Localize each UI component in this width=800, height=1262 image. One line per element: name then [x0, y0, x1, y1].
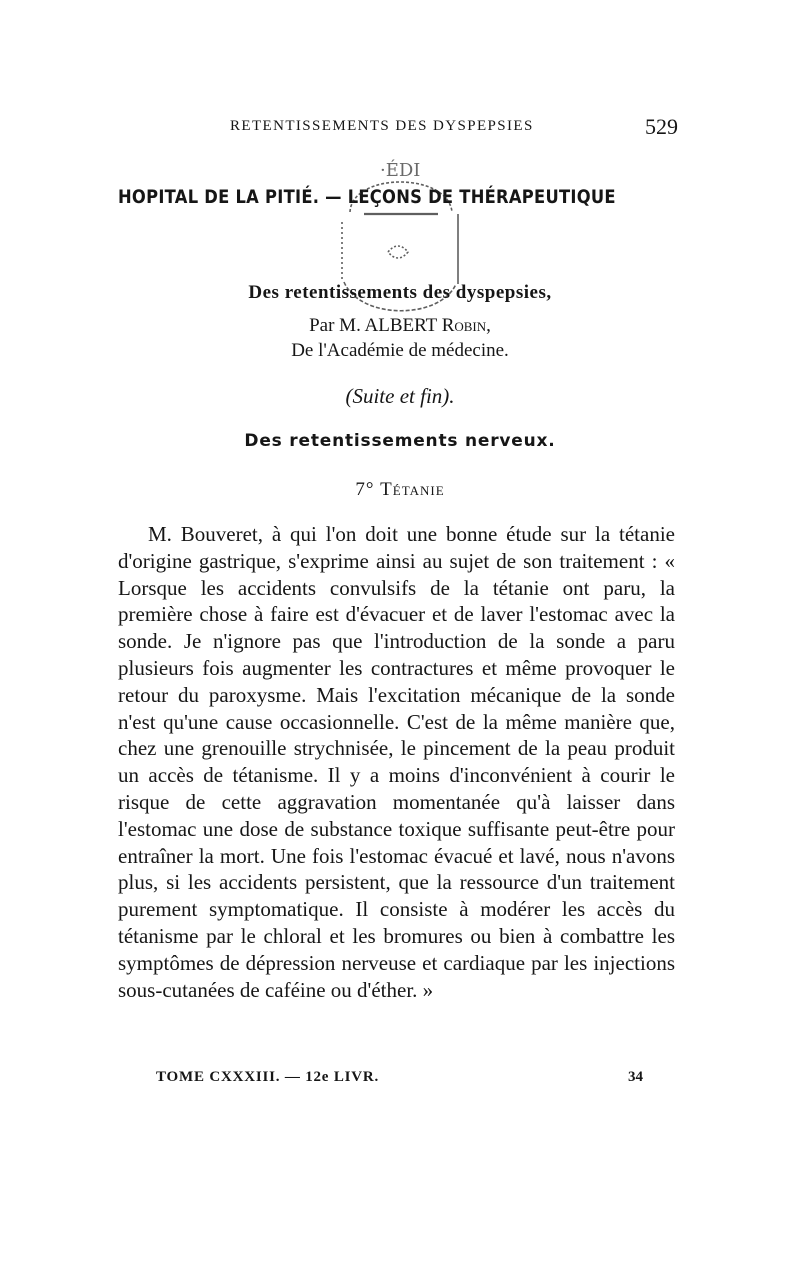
subsection-number: 7°: [355, 479, 381, 500]
running-head-title: RETENTISSEMENTS DES DYSPEPSIES: [230, 118, 534, 134]
footer-tome: TOME CXXXIII. — 12e LIVR.: [156, 1069, 380, 1085]
running-head: [118, 114, 678, 144]
section-heading: Des retentissements nerveux.: [244, 431, 556, 451]
author-prefix: Par M. ALBERT: [309, 315, 442, 336]
article-author: [0, 315, 800, 337]
page-number: 529: [645, 114, 678, 139]
subsection-title: Tétanie: [380, 479, 445, 500]
continuation-note: (Suite et fin).: [345, 384, 455, 408]
author-surname: Robin,: [441, 315, 491, 336]
hospital-heading: HOPITAL DE LA PITIÉ. — LEÇONS DE THÉRAPEUTIQUE: [118, 186, 616, 208]
footer-signature: 34: [628, 1069, 643, 1085]
article-title: Des retentissements des dyspepsies,: [248, 282, 552, 303]
body-paragraph: M. Bouveret, à qui l'on doit une bonne étude sur la tétanie d'origine gastrique, s'exprime ainsi au sujet de son traitement : « Lorsque les accidents convulsifs de la tétanie ont paru, la première chose à faire est d'évacuer et de laver l'estomac avec la sonde. Je n'ignore pas que l'introduction de la sonde a paru plusieurs fois augmenter les contractures et même provoquer le retour du paroxysme. Mais l'excitation mécanique de la sonde n'est qu'une cause occasionnelle. C'est de la même manière que, chez une grenouille strychnisée, le pincement de la peau produit un accès de tétanisme. Il y a moins d'inconvénient à courir le risque de cette aggravation momentanée qu'à laisser dans l'estomac une dose de substance toxique suffisante peut-être pour entraîner la mort. Une fois l'estomac évacué et lavé, nous n'avons plus, si les accidents persistent, que la ressource d'un traitement purement symptomatique. Il consiste à modérer les accès du tétanisme par le chloral et les bromures ou bien à combattre les symptômes de dépression nerveuse et cardiaque par les injections sous-cutanées de caféine ou d'éther. »: [118, 522, 675, 1002]
subsection-heading: [0, 479, 800, 501]
page-footer: [118, 1069, 643, 1093]
svg-text:·ÉDI: ·ÉDI: [380, 160, 421, 181]
author-affiliation: De l'Académie de médecine.: [291, 340, 509, 361]
